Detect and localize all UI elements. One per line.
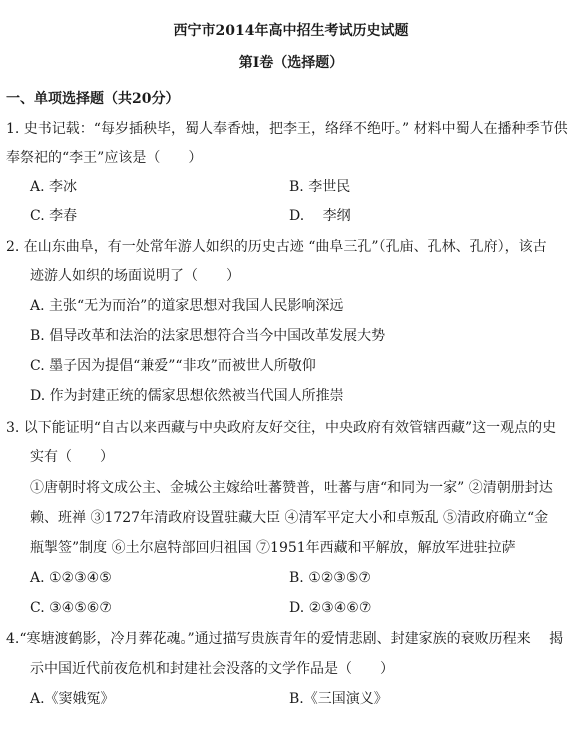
question-4-option-a: A.《窦娥冤》 bbox=[30, 691, 115, 707]
question-3-option-b: B. ①②③⑤⑦ bbox=[289, 570, 371, 586]
question-2-line-1: 2. 在山东曲阜，有一处常年游人如织的历史古迹 “曲阜三孔”（孔庙、孔林、孔府），该古 bbox=[6, 239, 547, 255]
question-3-option-a: A. ①②③④⑤ bbox=[30, 570, 112, 586]
question-3-line-4: 赖、班禅 ③1727年清政府设置驻藏大臣 ④清军平定大小和卓叛乱 ⑤清政府确立“金 bbox=[30, 510, 549, 526]
page-title: 西宁市2014年高中招生考试历史试题 bbox=[173, 23, 409, 39]
question-3-line-5: 瓶掣签”制度 ⑥土尔扈特部回归祖国 ⑦1951年西藏和平解放，解放军进驻拉萨 bbox=[30, 540, 516, 556]
question-3-option-c: C. ③④⑤⑥⑦ bbox=[30, 600, 112, 616]
question-3-line-1: 3. 以下能证明“自古以来西藏与中央政府友好交往，中央政府有效管辖西藏”这一观点的史 bbox=[6, 420, 557, 436]
page-subtitle: 第Ⅰ卷（选择题） bbox=[238, 55, 344, 71]
question-2-line-2: 迹游人如织的场面说明了（ ） bbox=[30, 268, 240, 284]
question-2-option-a: A. 主张“无为而治”的道家思想对我国人民影响深远 bbox=[30, 298, 344, 314]
question-2-option-d: D. 作为封建正统的儒家思想依然被当代国人所推崇 bbox=[30, 388, 344, 404]
question-4-line-1: 4.“寒塘渡鹤影，冷月葬花魂。”通过描写贵族青年的爱情悲剧、封建家族的衰败历程来 揭 bbox=[6, 631, 564, 647]
question-4-option-b: B.《三国演义》 bbox=[289, 691, 388, 707]
question-3-line-2: 实有（ ） bbox=[30, 449, 114, 465]
question-3-option-d: D. ②③④⑥⑦ bbox=[289, 600, 372, 616]
question-1-line-1: 1. 史书记载：“每岁插秧毕，蜀人奉香烛，把李王，络绎不绝吁。” 材料中蜀人在播种季节供 bbox=[6, 121, 568, 137]
section-heading: 一、单项选择题（共20分） bbox=[6, 91, 180, 107]
question-2-option-c: C. 墨子因为提倡“兼爱”“非攻”而被世人所敬仰 bbox=[30, 358, 316, 374]
question-3-line-3: ①唐朝时将文成公主、金城公主嫁给吐蕃赞普，吐蕃与唐“和同为一家” ②清朝册封达 bbox=[30, 480, 553, 496]
question-1-option-b: B. 李世民 bbox=[289, 179, 351, 195]
question-4-line-2: 示中国近代前夜危机和封建社会没落的文学作品是（ ） bbox=[30, 661, 394, 677]
question-1-option-c: C. 李春 bbox=[30, 208, 78, 224]
question-1-line-2: 奉祭祀的“李王”应该是（ ） bbox=[6, 150, 203, 166]
question-1-option-d: D. 李纲 bbox=[289, 208, 351, 224]
question-2-option-b: B. 倡导改革和法治的法家思想符合当今中国改革发展大势 bbox=[30, 328, 386, 344]
question-1-option-a: A. 李冰 bbox=[30, 179, 78, 195]
